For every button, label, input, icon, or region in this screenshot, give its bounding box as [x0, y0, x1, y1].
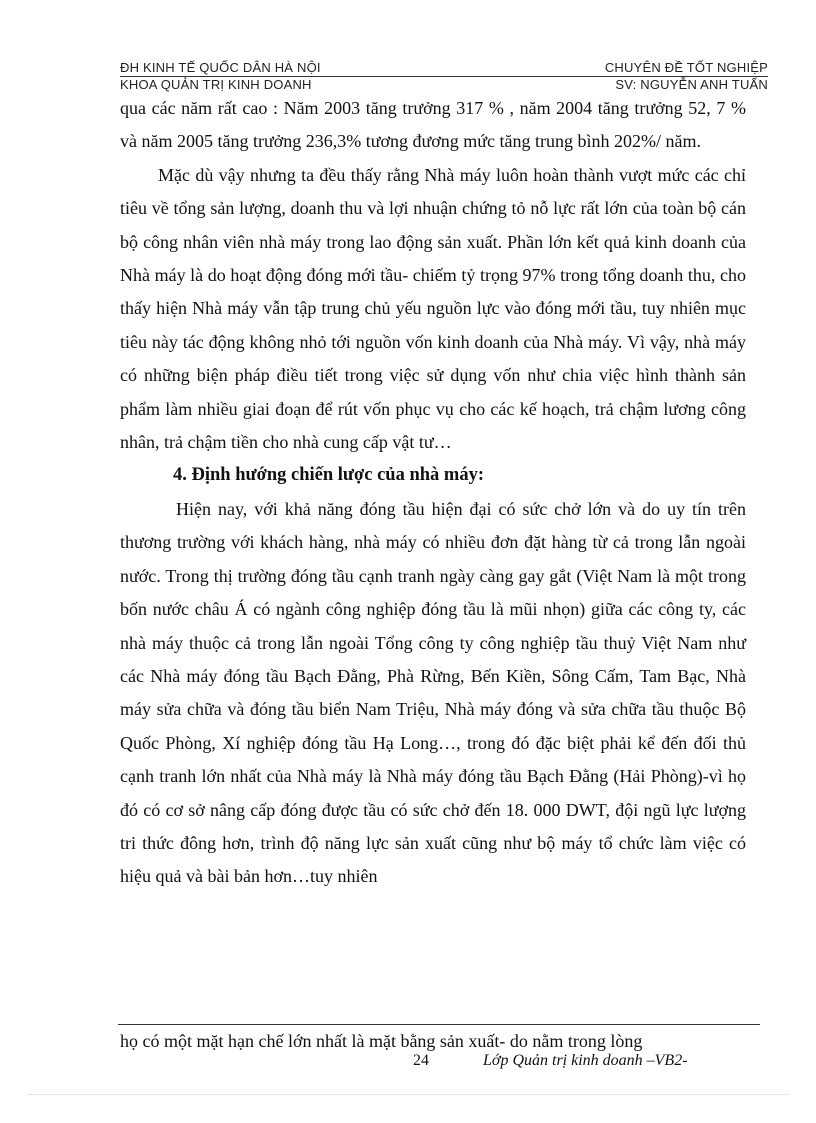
continuation-line: họ có một mặt hạn chế lớn nhất là mặt bằng sản xuất- do nằm trong lòng — [120, 1031, 643, 1051]
thesis-label: CHUYÊN ĐỀ TỐT NGHIỆP — [604, 60, 768, 75]
faculty-name: KHOA QUẢN TRỊ KINH DOANH — [120, 77, 312, 92]
header-row-top — [120, 60, 768, 77]
document-body — [120, 92, 746, 894]
paragraph-results: Mặc dù vậy nhưng ta đều thấy rằng Nhà máy luôn hoàn thành vượt mức các chỉ tiêu về tổng sản lượng, doanh thu và lợi nhuận chứng tỏ nỗ lực rất lớn của toàn bộ cán bộ công nhân viên nhà máy trong lao động sản xuất. Phần lớn kết quả kinh doanh của Nhà máy là do hoạt động đóng mới tầu- chiếm tỷ trọng 97% trong tổng doanh thu, cho thấy hiện Nhà máy vẫn tập trung chủ yếu nguồn lực vào đóng mới tầu, tuy nhiên mục tiêu này tác động không nhỏ tới nguồn vốn kinh doanh của Nhà máy. Vì vậy, nhà máy có những biện pháp điều tiết trong việc sử dụng vốn như chia việc hình thành sản phẩm làm nhiều giai đoạn để rút vốn phục vụ cho các kế hoạch, trả chậm lương công nhân, trả chậm tiền cho nhà cung cấp vật tư… — [120, 164, 746, 453]
section-heading: 4. Định hướng chiến lược của nhà máy: — [173, 465, 484, 486]
student-name: SV: NGUYỄN ANH TUẤN — [615, 77, 768, 92]
paragraph-strategy: Hiện nay, với khả năng đóng tầu hiện đại có sức chở lớn và do uy tín trên thương trường với khách hàng, nhà máy có nhiều đơn đặt hàng từ cả trong lẫn ngoài nước. Trong thị trường đóng tầu cạnh tranh ngày càng gay gắt (Việt Nam là một trong bốn nước châu Á có ngành công nghiệp đóng tầu là mũi nhọn) giữa các công ty, các nhà máy thuộc cả trong lẫn ngoài Tổng công ty công nghiệp tầu thuỷ Việt Nam như các Nhà máy đóng tầu Bạch Đằng, Phà Rừng, Bến Kiền, Sông Cấm, Tam Bạc, Nhà máy sửa chữa và đóng tầu biển Nam Triệu, Nhà máy đóng và sửa chữa tầu thuộc Bộ Quốc Phòng, Xí nghiệp đóng tầu Hạ Long…, trong đó đặc biệt phải kể đến đối thủ cạnh tranh lớn nhất của Nhà máy là Nhà máy đóng tầu Bạch Đằng (Hải Phòng)-vì họ đó có cơ sở nâng cấp đóng được tầu có sức chở đến 18. 000 DWT, đội ngũ lực lượng tri thức đông hơn, trình độ năng lực sản xuất cũng như bộ máy tổ chức làm việc có hiệu quả và bài bản hơn…tuy nhiên — [120, 498, 746, 887]
page-header — [120, 60, 768, 92]
paragraph-growth: qua các năm rất cao : Năm 2003 tăng trưởng 317 % , năm 2004 tăng trưởng 52, 7 % và năm 2005 tăng trưởng 236,3% tương đương mức tăng trung bình 202%/ năm. — [120, 98, 746, 152]
header-row-bottom — [120, 77, 768, 92]
page-number: 24 — [413, 1052, 429, 1069]
class-name: Lớp Quản trị kinh doanh –VB2- — [483, 1052, 688, 1069]
footer-separator — [118, 1024, 760, 1025]
page-boundary-line — [28, 1094, 788, 1095]
university-name: ĐH KINH TẾ QUỐC DÂN HÀ NỘI — [120, 60, 321, 75]
